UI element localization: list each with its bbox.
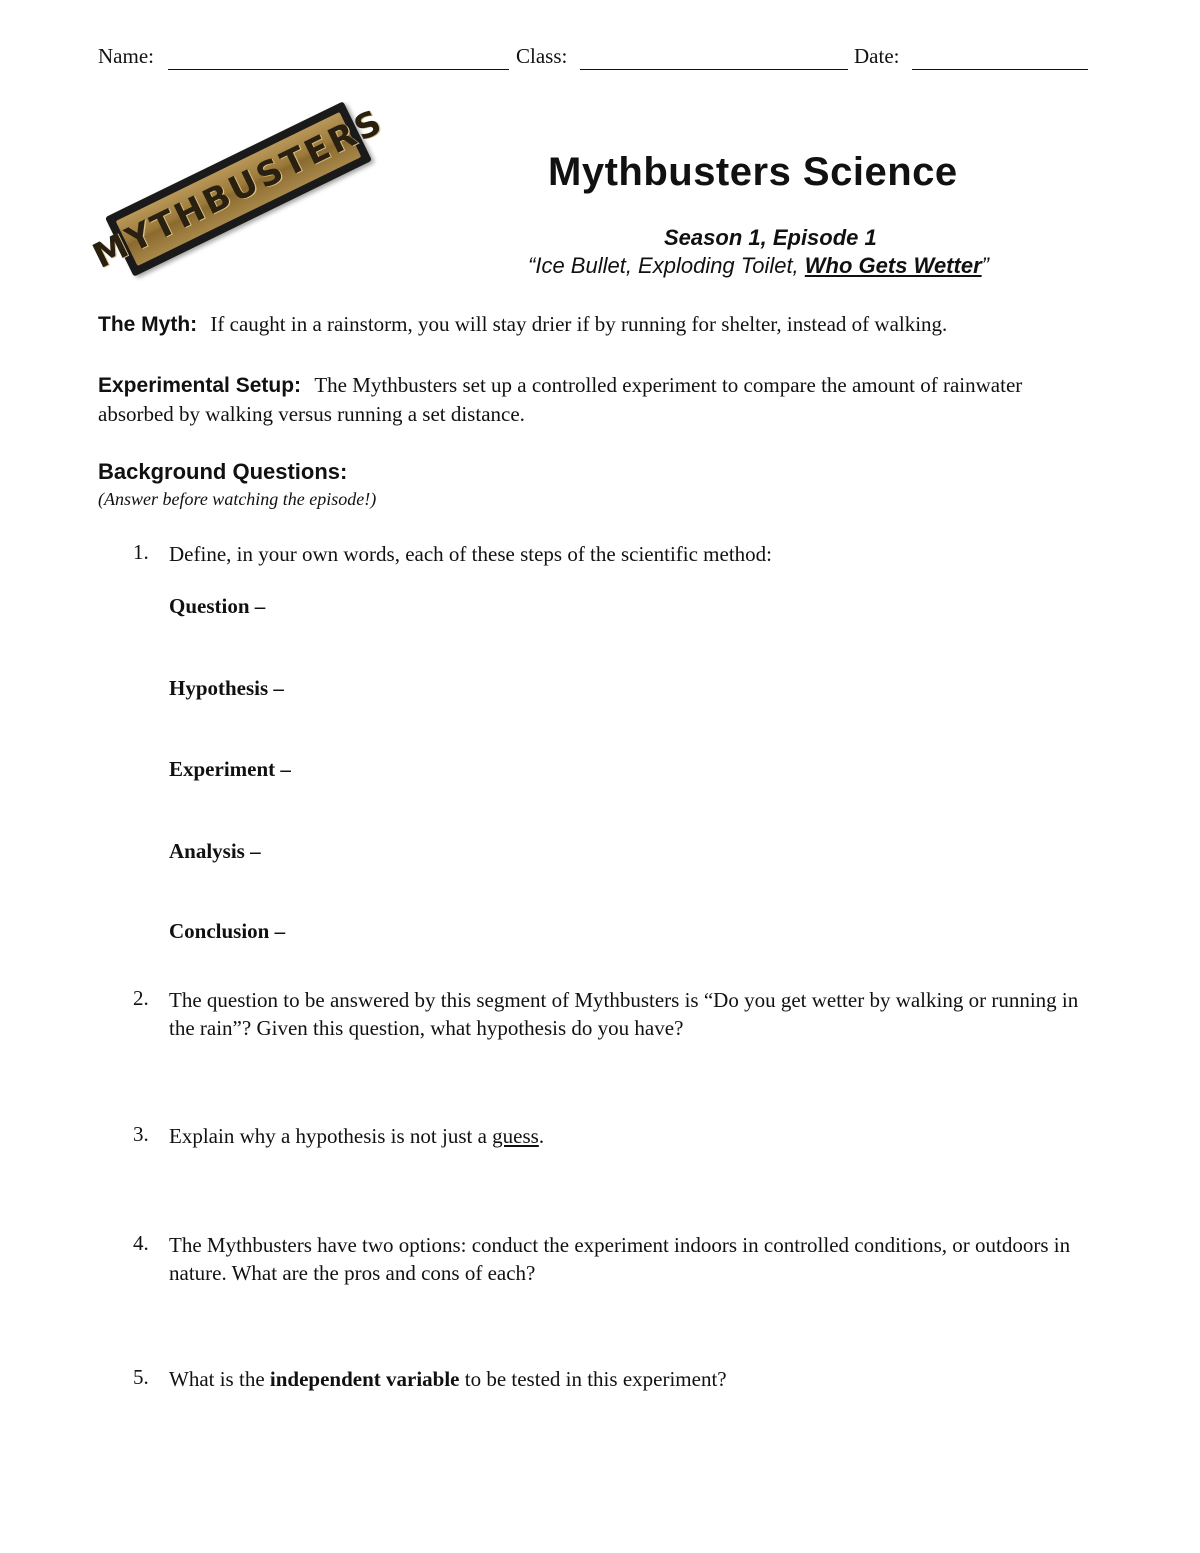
myth-paragraph [98, 310, 1098, 339]
episode-title-plain: Ice Bullet, Exploding Toilet, [535, 253, 805, 278]
question-text: The Mythbusters have two options: conduct the experiment indoors in controlled conditions, or outdoors in nature. What are the pros and cons of each? [169, 1233, 1071, 1285]
name-blank[interactable] [168, 69, 509, 70]
myth-text: If caught in a rainstorm, you will stay drier if by running for shelter, instead of walking. [210, 312, 948, 336]
step-hypothesis: Hypothesis – [169, 676, 284, 700]
step-analysis: Analysis – [169, 839, 261, 863]
background-subheading: (Answer before watching the episode!) [98, 489, 377, 509]
step-conclusion: Conclusion – [169, 919, 286, 943]
episode-title-emphasis: Who Gets Wetter [804, 253, 982, 278]
question-number: 1. [133, 540, 149, 564]
logo-text: MYTHBUSTERS [86, 101, 391, 277]
question-text-part: Explain why a hypothesis is not just a [169, 1124, 493, 1148]
page-title: Mythbusters Science [548, 150, 958, 194]
question-number: 3. [133, 1122, 149, 1146]
mythbusters-logo [86, 96, 391, 286]
question-number: 2. [133, 986, 149, 1010]
question-number: 4. [133, 1231, 149, 1255]
date-blank[interactable] [912, 69, 1088, 70]
myth-label: The Myth: [98, 313, 198, 336]
question-text-part: What is the [169, 1367, 270, 1391]
background-heading: Background Questions: [98, 459, 348, 484]
question-text [169, 1122, 1099, 1150]
setup-text: The Mythbusters set up a controlled experiment to compare the amount of rainwater absorbed by walking versus running a set distance. [98, 373, 1023, 426]
question-text [169, 1365, 1099, 1393]
question-bold-term: independent variable [269, 1367, 460, 1391]
name-label: Name: [98, 44, 154, 68]
question-text-part: to be tested in this experiment? [459, 1367, 727, 1391]
date-label: Date: [854, 44, 900, 68]
question-underlined-word: guess [492, 1124, 539, 1148]
class-blank[interactable] [580, 69, 848, 70]
question-text: The question to be answered by this segment of Mythbusters is “Do you get wetter by walking or running in the rain”? Given this question, what hypothesis do you have? [169, 988, 1079, 1040]
setup-label: Experimental Setup: [98, 374, 302, 397]
class-label: Class: [516, 44, 568, 68]
open-quote: “ [528, 253, 536, 278]
step-question: Question – [169, 594, 266, 618]
season-episode: Season 1, Episode 1 [664, 225, 877, 250]
question-number: 5. [133, 1365, 149, 1389]
setup-paragraph [98, 371, 1058, 428]
question-text: Define, in your own words, each of these steps of the scientific method: [169, 542, 773, 566]
step-experiment: Experiment – [169, 757, 291, 781]
episode-title [528, 253, 989, 279]
question-text-part: . [538, 1124, 545, 1148]
close-quote: ” [981, 253, 989, 278]
